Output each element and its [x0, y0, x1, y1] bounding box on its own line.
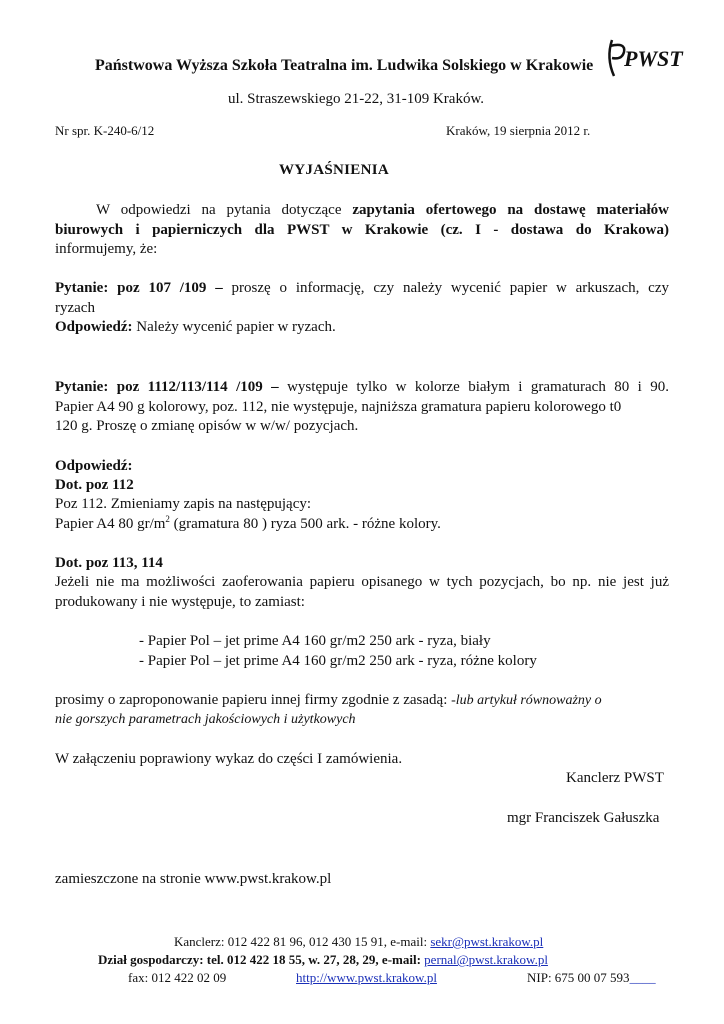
footer-dzial-email-link[interactable]: pernal@pwst.krakow.pl	[424, 952, 548, 967]
place-and-date: Kraków, 19 sierpnia 2012 r.	[446, 123, 591, 138]
intro-line-2: biurowych i papierniczych dla PWST w Krakowie (cz. I - dostawa do Krakowa)	[55, 222, 669, 238]
intro-lead: W odpowiedzi na pytania dotyczące	[96, 202, 353, 218]
footer-line-2	[98, 951, 548, 968]
pwst-logo	[604, 36, 683, 80]
question-1-line-2: ryzach	[55, 300, 95, 316]
question-1-text: proszę o informację, czy należy wycenić papier w arkuszach, czy	[222, 280, 669, 296]
question-1-line-1	[55, 278, 669, 298]
answer-1	[55, 317, 336, 337]
footer-line-1	[174, 933, 543, 950]
logo-lettering: PWST	[624, 46, 683, 71]
answer-1-text: Należy wycenić papier w ryzach.	[132, 319, 336, 335]
pos-112-line-1: Poz 112. Zmieniamy zapis na następujący:	[55, 496, 312, 512]
paper-item-2: - Papier Pol – jet prime A4 160 gr/m2 250 ark - ryza, różne kolory	[139, 653, 537, 669]
request-line-1	[55, 690, 602, 711]
request-line-2: nie gorszych parametrach jakościowych i użytkowych	[55, 712, 356, 727]
question-2-label: Pytanie: poz 1112/113/114 /109 –	[55, 379, 279, 395]
pos-112-heading: Dot. poz 112	[55, 477, 134, 493]
institution-name: Państwowa Wyższa Szkoła Teatralna im. Ludwika Solskiego w Krakowie	[95, 57, 594, 74]
pos-113-line-1: Jeżeli nie ma możliwości zaoferowania papieru opisanego w tych pozycjach, bo np. nie jest już	[55, 574, 669, 590]
intro-bold-1: zapytania ofertowego na dostawę materiałów	[352, 202, 670, 218]
pos-113-heading: Dot. poz 113, 114	[55, 555, 163, 571]
footer-nip	[527, 969, 656, 986]
published-note: zamieszczone na stronie www.pwst.krakow.pl	[55, 871, 332, 887]
pos-112-superscript: 2	[165, 514, 170, 524]
footer-nip-underline: ____	[629, 970, 656, 985]
answer-2-label: Odpowiedź:	[55, 458, 133, 474]
institution-address: ul. Straszewskiego 21-22, 31-109 Kraków.	[228, 91, 485, 107]
request-text: prosimy o zaproponowanie papieru innej firmy zgodnie z zasadą:	[55, 692, 452, 708]
intro-line-1	[96, 200, 669, 220]
pos-112-line-2a: Papier A4 80 gr/m	[55, 516, 166, 532]
signature-role: Kanclerz PWST	[566, 770, 664, 786]
question-2-line-2: Papier A4 90 g kolorowy, poz. 112, nie występuje, najniższa gramatura papieru kolorowego t0	[55, 399, 622, 415]
footer-kanclerz-email-link[interactable]: sekr@pwst.krakow.pl	[430, 934, 544, 949]
question-1-label: Pytanie: poz 107 /109 –	[55, 280, 223, 296]
footer-fax: fax: 012 422 02 09	[128, 970, 227, 985]
signature-name: mgr Franciszek Gałuszka	[507, 810, 660, 826]
pos-113-line-2: produkowany i nie występuje, to zamiast:	[55, 594, 305, 610]
paper-item-1: - Papier Pol – jet prime A4 160 gr/m2 250 ark - ryza, biały	[139, 633, 491, 649]
reference-number: Nr spr. K-240-6/12	[55, 123, 155, 138]
question-2-line-1	[55, 377, 669, 397]
question-2-text: występuje tylko w kolorze białym i gramaturach 80 i 90.	[278, 379, 670, 395]
pos-112-line-2b: (gramatura 80 ) ryza 500 ark. - różne kolory.	[169, 516, 441, 532]
footer-nip-text: NIP: 675 00 07 593	[527, 970, 630, 985]
answer-1-label: Odpowiedź:	[55, 319, 133, 335]
attachment-note: W załączeniu poprawiony wykaz do części I zamówienia.	[55, 751, 403, 767]
footer-website-link[interactable]: http://www.pwst.krakow.pl	[296, 970, 437, 985]
request-italic-1: -lub artykuł równoważny o	[451, 693, 602, 708]
pos-112-line-2	[55, 514, 441, 534]
footer-dzial-text: Dział gospodarczy: tel. 012 422 18 55, w. 27, 28, 29, e-mail:	[98, 952, 425, 967]
intro-line-3: informujemy, że:	[55, 241, 158, 257]
footer-kanclerz-text: Kanclerz: 012 422 81 96, 012 430 15 91, e-mail:	[174, 934, 431, 949]
document-title: WYJAŚNIENIA	[279, 162, 389, 178]
question-2-line-3: 120 g. Proszę o zmianę opisów w w/w/ pozycjach.	[55, 418, 359, 434]
